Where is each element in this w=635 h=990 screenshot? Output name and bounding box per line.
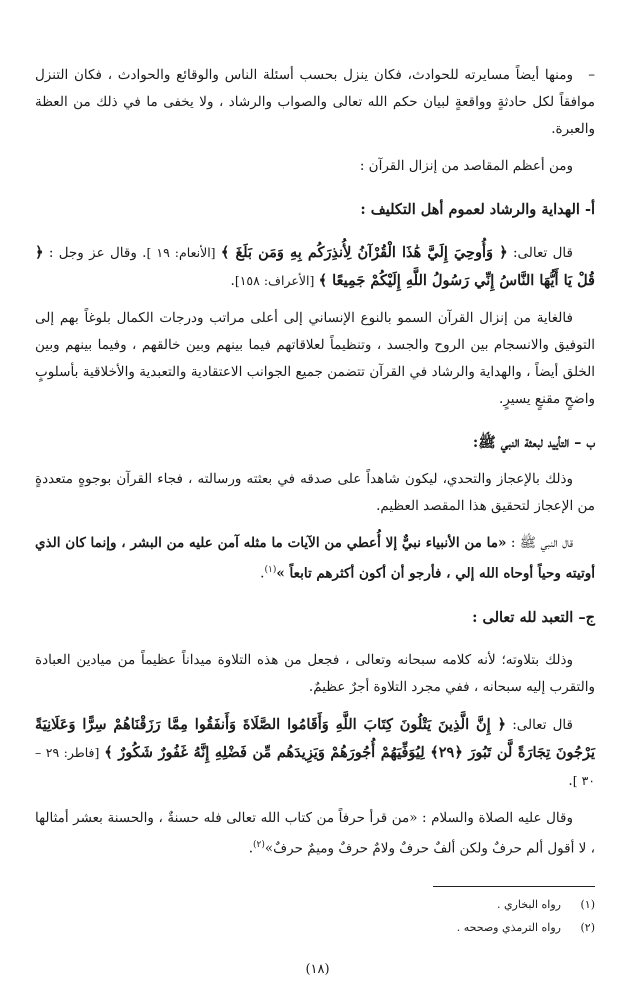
paragraph-greatest-purposes: ومن أعظم المقاصد من إنزال القرآن :: [359, 158, 573, 174]
footnote-reference: (١): [264, 565, 277, 575]
paragraph-text: ومنها أيضاً مسايرته للحوادث، فكان ينزل بحسب أسئلة الناس والوقائع والحوادث ، فكان التنزل موافقاً لكل حادثةٍ وواقعةٍ لبيان حكم الله تعالى والصواب والرشاد ، ولا يخفى ما في ذلك من العظة والعبرة.: [35, 67, 595, 137]
period: .: [260, 565, 265, 582]
quran-verse: ﴿ إِنَّ الَّذِينَ يَتْلُونَ كِتَابَ اللَّهِ وَأَقَامُوا الصَّلَاةَ وَأَنفَقُوا مِمَّا رَزَقْنَاهُمْ سِرًّا وَعَلَانِيَةً يَرْجُونَ تِجَارَةً لَّن تَبُورَ ﴿٢٩﴾ لِيُوَفِّيَهُمْ أُجُورَهُمْ وَيَزِيدَهُم مِّن فَضْلِهِ إِنَّهُ غَفُورٌ شَكُورٌ ﴾: [35, 715, 595, 761]
quran-verse: ﴿ وَأُوحِيَ إِلَيَّ هَٰذَا الْقُرْآنُ لِأُنذِرَكُم بِهِ وَمَن بَلَغَ ﴾: [220, 244, 508, 261]
period: .: [568, 772, 573, 789]
paragraph-guidance-verses: [35, 239, 595, 295]
footnote-divider: [433, 886, 595, 887]
quote-intro: وقال عليه الصلاة والسلام :: [422, 809, 573, 826]
paragraph-purpose-of-revelation: فالغاية من إنزال القرآن السمو بالنوع الإنساني إلى أعلى مراتب ودرجات الكمال بلوغاً بهم إلى التوفيق والانسجام بين الروح والجسد ، وتنظيماً لعلاقاتهم فيما بينهم وبين خالقهم ، وفيما بينهم وبين الخلق أيضاً ، والهداية والرشاد في القرآن تتضمن جميع الجوانب الاعتقادية والتعبدية والأخلاقية بأسلوبٍ واضحٍ مقنعٍ يسيرٍ.: [35, 310, 595, 407]
period: .: [230, 273, 235, 289]
page-body: [35, 62, 595, 862]
page-number: (١٨): [305, 962, 330, 977]
heading-support-prophethood: ب – التأييد لبعثة النبي ﷺ:: [472, 434, 595, 451]
footnote-text: رواه البخاري .: [496, 898, 561, 911]
verse-citation: [الأنعام: ١٩ ]: [146, 245, 216, 260]
footnote-text: رواه الترمذي وصححه .: [456, 921, 561, 934]
paragraph-letter-hadith: [35, 805, 595, 863]
period: .: [248, 840, 254, 856]
footnote-reference: (٢): [253, 839, 265, 850]
heading-guidance: أ- الهداية والرشاد لعموم أهل التكليف :: [360, 201, 595, 218]
paragraph-revelation-events: [35, 62, 595, 143]
paragraph-fatir-verses: [35, 711, 595, 795]
paragraph-prophet-hadith: [35, 530, 595, 588]
footnote-item: [295, 893, 595, 916]
quote-intro: قال تعالى:: [512, 245, 573, 261]
footnotes: [295, 893, 595, 939]
heading-worship: ج– التعبد لله تعالى :: [472, 608, 595, 626]
quote-intro: قال النبي ﷺ :: [510, 535, 574, 551]
footnote-item: [295, 916, 595, 939]
hadith-text: «من قرأ حرفاً من كتاب الله تعالى فله حسنةٌ ، والحسنة بعشر أمثالها ، لا أقول ألم حرفٌ ولكن ألفٌ حرفٌ ولامٌ حرفٌ وميمٌ حرفٌ»: [35, 809, 595, 856]
footnote-number: (٢): [580, 921, 595, 934]
paragraph-recitation: وذلك بتلاوته؛ لأنه كلامه سبحانه وتعالى ، فجعل من هذه التلاوة ميداناً عظيماً من ميادين العبادة والتقرب إليه سبحانه ، ففي مجرد التلاوة أجرٌ عظيمٌ.: [35, 651, 595, 695]
hadith-text: «ما من الأنبياء نبيٌّ إلا أُعطي من الآيات ما مثله آمن عليه من البشر ، وإنما كان الذي أوتيته وحياً أوحاه الله إلي ، فأرجو أن أكون أكثرهم تابعاً »: [35, 535, 595, 582]
connector-text: . وقال عز وجل :: [48, 245, 147, 261]
list-dash: –: [588, 67, 595, 83]
footnote-number: (١): [580, 898, 595, 911]
quran-verse: ﴿ قُلْ يَا أَيُّهَا النَّاسُ إِنِّي رَسُولُ اللَّهِ إِلَيْكُمْ جَمِيعًا ﴾: [35, 244, 595, 289]
verse-citation: [الأعراف: ١٥٨]: [234, 273, 315, 288]
quote-intro: قال تعالى:: [512, 716, 573, 733]
verse-citation: [فاطر: ٢٩ – ٣٠ ]: [35, 744, 595, 788]
paragraph-miracle: وذلك بالإعجاز والتحدي، ليكون شاهداً على صدقه في بعثته ورسالته ، فجاء القرآن بوجوهٍ متعددةٍ من الإعجاز لتحقيق هذا المقصد العظيم.: [35, 471, 595, 514]
